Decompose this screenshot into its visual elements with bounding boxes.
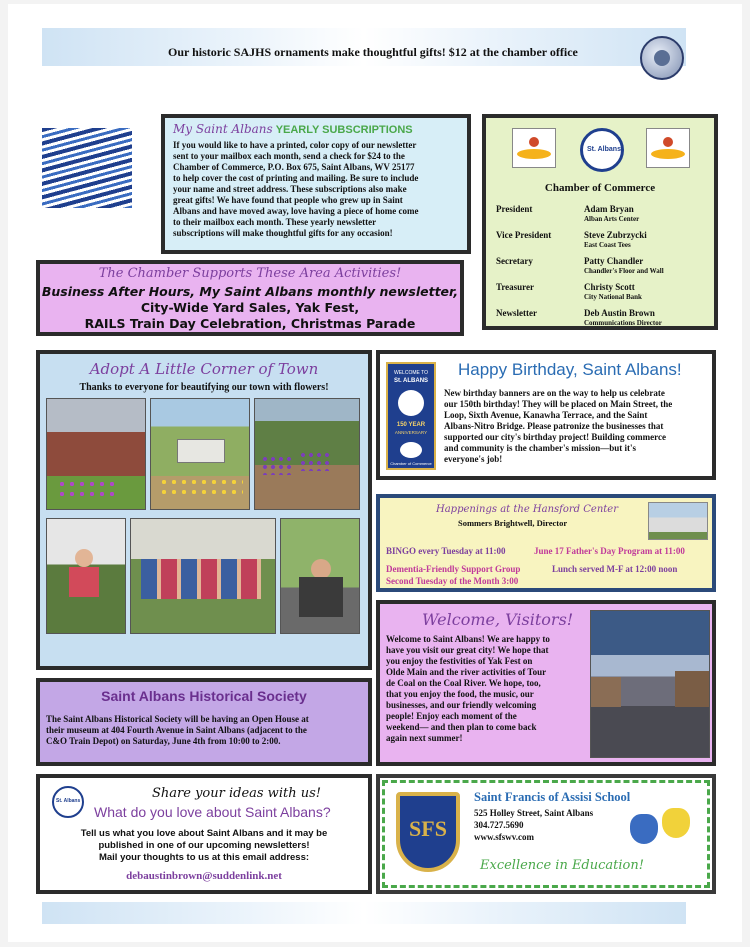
kayak-icon — [646, 128, 690, 168]
officer-role: Vice President — [496, 230, 552, 240]
flower-photo — [254, 398, 360, 510]
officer-name: Adam Bryan — [584, 204, 634, 214]
chamber-title: Chamber of Commerce — [544, 182, 656, 194]
main-street-photo — [590, 610, 710, 758]
historical-body: The Saint Albans Historical Society will be having an Open House at their museum at 404 Fourth Avenue in Saint Albans (adjacent to the C&O Train Depot) on Saturday, June 4th from 10:00 to 2:00. — [46, 714, 309, 746]
officer-role: Secretary — [496, 256, 533, 266]
officer-org: East Coast Tees — [584, 241, 631, 249]
officer-org: Communications Director — [584, 319, 662, 327]
activities-title: The Chamber Supports These Area Activities! — [98, 266, 402, 281]
school-tagline: Excellence in Education! — [480, 858, 644, 873]
officer-org: Chandler's Floor and Wall — [584, 267, 664, 275]
share-question: What do you love about Saint Albans? — [94, 804, 331, 820]
flower-photo — [46, 398, 146, 510]
share-body: Tell us what you love about Saint Albans and it may be published in one of our upcoming newsletters! Mail your thoughts to us at this email address: — [80, 828, 328, 863]
blue-handprint-icon — [630, 814, 658, 844]
volunteers-photo — [46, 518, 126, 634]
activities-box — [36, 260, 464, 336]
school-name: Saint Francis of Assisi School — [474, 790, 631, 804]
subscriptions-title: My Saint Albans YEARLY SUBSCRIPTIONS — [173, 122, 413, 136]
chamber-box — [482, 114, 718, 330]
birthday-box — [376, 350, 716, 480]
hansford-title: Happenings at the Hansford Center — [436, 504, 618, 515]
officer-role: Newsletter — [496, 308, 537, 318]
flower-photo — [150, 398, 250, 510]
historical-title: Saint Albans Historical Society — [101, 688, 307, 704]
volunteers-photo — [130, 518, 276, 634]
hansford-dementia-time: Second Tuesday of the Month 3:00 — [386, 576, 519, 586]
officer-role: Treasurer — [496, 282, 534, 292]
officer-name: Deb Austin Brown — [584, 308, 655, 318]
share-title: Share your ideas with us! — [152, 786, 321, 801]
welcome-title: Welcome, Visitors! — [422, 610, 574, 629]
subscriptions-box — [161, 114, 471, 254]
footer-band — [42, 902, 686, 924]
birthday-body: New birthday banners are on the way to help us celebrate our 150th birthday! They will be placed on Main Street, the Loop, Sixth Avenue, Kanawha Terrace, and the Saint Albans-Nitro Bridge. Please patronize the businesses that supported our city's birthday project! Building commerce and community is the chamber's mission—but it's everyone's job! — [444, 388, 673, 464]
yellow-handprint-icon — [662, 808, 690, 838]
chamber-logo: St. Albans — [52, 786, 84, 818]
chamber-seal: St. Albans — [580, 128, 624, 172]
officer-org: City National Bank — [584, 293, 642, 301]
school-crest: SFS — [396, 792, 460, 872]
hansford-lunch: Lunch served M-F at 12:00 noon — [552, 564, 678, 574]
welcome-body: Welcome to Saint Albans! We are happy to have you visit our great city! We hope that you enjoy the festivities of Yak Fest on Olde Main and the river activities of Tour de Coal on the Coal River. We hope, too, that you enjoy the food, the music, our businesses, and our friendly welcoming people! Enjoy each moment of the weekend— and then plan to come back again next summer! — [386, 634, 550, 743]
officer-name: Christy Scott — [584, 282, 635, 292]
hansford-director: Sommers Brightwell, Director — [458, 518, 568, 528]
school-phone: 304.727.5690 — [474, 820, 524, 830]
share-box — [36, 774, 372, 894]
volunteers-photo — [280, 518, 360, 634]
ribbon-graphic — [42, 128, 132, 208]
birthday-title: Happy Birthday, Saint Albans! — [458, 360, 682, 379]
officer-name: Patty Chandler — [584, 256, 644, 266]
kayak-icon — [512, 128, 556, 168]
hansford-building-image — [648, 502, 708, 540]
school-box — [376, 774, 716, 894]
ornament-text: Our historic SAJHS ornaments make thoughtful gifts! $12 at the chamber office — [168, 45, 578, 59]
historical-box — [36, 678, 372, 766]
adopt-subtitle: Thanks to everyone for beautifying our town with flowers! — [79, 382, 329, 393]
adopt-title: Adopt A Little Corner of Town — [89, 360, 319, 378]
hansford-box — [376, 494, 716, 592]
officer-name: Steve Zubrzycki — [584, 230, 647, 240]
hansford-dementia: Dementia-Friendly Support Group — [386, 564, 521, 574]
birthday-banner-image: WELCOME TO St. ALBANS 150 YEAR ANNIVERSARY Chamber of Commerce — [386, 362, 436, 470]
officer-org: Alban Arts Center — [584, 215, 640, 223]
activities-list: Business After Hours, My Saint Albans monthly newsletter, City-Wide Yard Sales, Yak Fest, RAILS Train Day Celebration, Christmas Parade — [41, 284, 459, 331]
welcome-box — [376, 600, 716, 766]
school-address: 525 Holley Street, Saint Albans — [474, 808, 594, 818]
share-email-link[interactable]: debaustinbrown@suddenlink.net — [126, 870, 282, 882]
adopt-corner-box — [36, 350, 372, 670]
hansford-bingo: BINGO every Tuesday at 11:00 — [386, 546, 506, 556]
hansford-fathers-day: June 17 Father's Day Program at 11:00 — [534, 546, 685, 556]
ornament-image — [640, 36, 684, 80]
school-website[interactable]: www.sfswv.com — [474, 832, 534, 842]
subscriptions-body: If you would like to have a printed, color copy of our newsletter sent to your mailbox each month, send a check for $24 to the Chamber of Commerce, P.O. Box 675, Saint Albans, WV 25177 to help cover the cost of printing and mailing. Be sure to include your name and street address. These subscriptions also make great gifts! We have found that people who grew up in Saint Albans and have moved away, love having a piece of home come to their mailbox each month. These yearly newsletter subscriptions will make thoughtful gifts for any occasion! — [173, 140, 419, 238]
newsletter-page — [8, 4, 742, 942]
officer-role: President — [496, 204, 533, 214]
